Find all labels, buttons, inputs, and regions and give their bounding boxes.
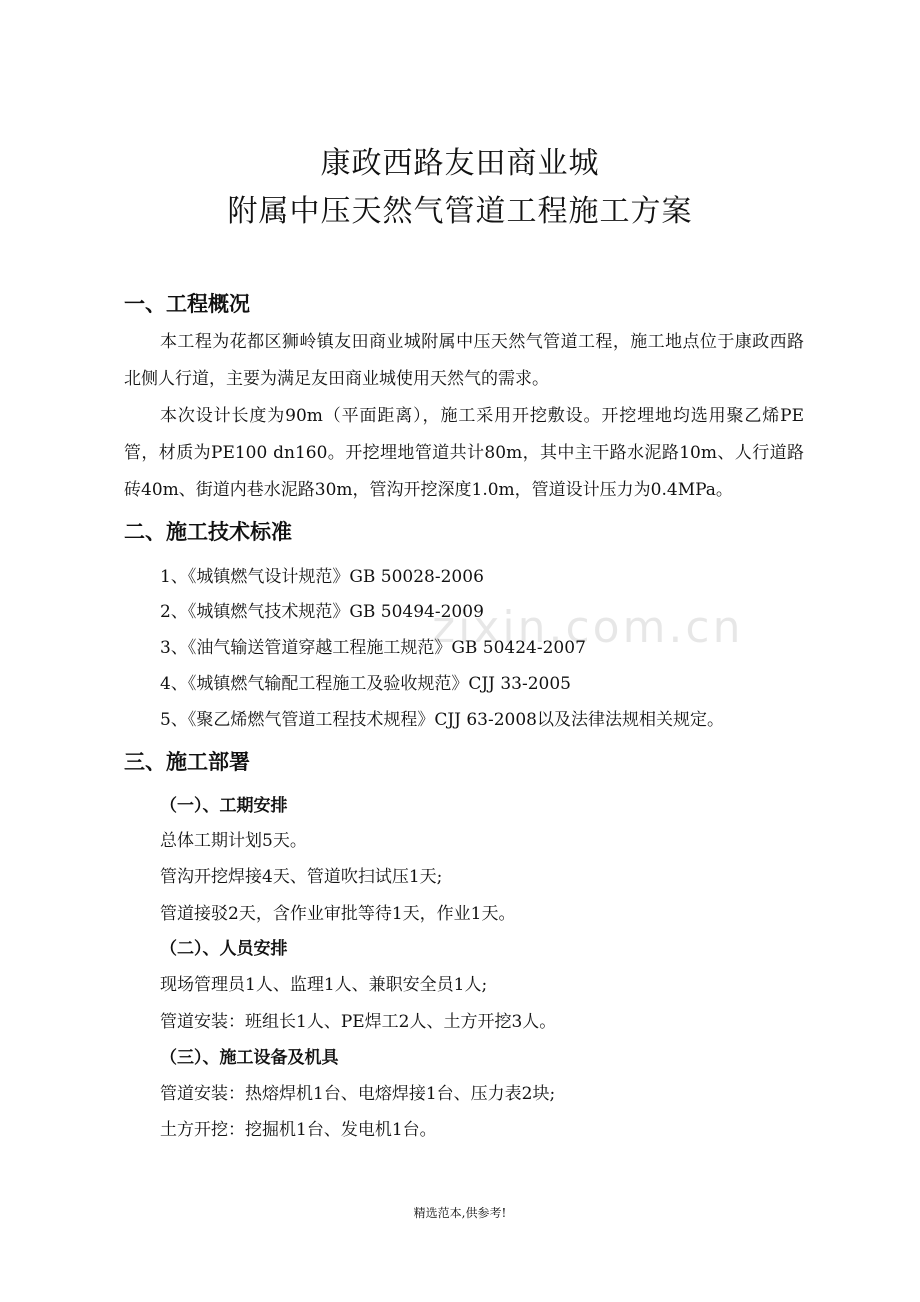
subsection-schedule-heading: （一）、工期安排 <box>160 796 288 816</box>
schedule-line-2: 管沟开挖焊接4天、管道吹扫试压1天; <box>160 867 443 887</box>
staff-line-2: 管道安装：班组长1人、PE焊工2人、土方开挖3人。 <box>160 1012 557 1032</box>
section-1-paragraph-1: 本工程为花都区狮岭镇友田商业城附属中压天然气管道工程，施工地点位于康政西路北侧人行道，主要为满足友田商业城使用天然气的需求。 <box>124 332 804 389</box>
standard-item-5: 5、《聚乙烯燃气管道工程技术规程》CJJ 63-2008以及法律法规相关规定。 <box>160 710 724 730</box>
section-1-paragraph-2: 本次设计长度为90m（平面距离），施工采用开挖敷设。开挖埋地均选用聚乙烯PE管，材质为PE100 dn160。开挖埋地管道共计80m，其中主干路水泥路10m、人行道路砖40m、街道内巷水泥路30m，管沟开挖深度1.0m，管道设计压力为0.4MPa。 <box>124 406 804 500</box>
section-1-heading: 一、工程概况 <box>124 291 250 316</box>
section-2-heading: 二、施工技术标准 <box>124 519 292 544</box>
schedule-line-1: 总体工期计划5天。 <box>160 831 307 851</box>
standard-item-2: 2、《城镇燃气技术规范》GB 50494-2009 <box>160 602 484 622</box>
schedule-line-3: 管道接驳2天，含作业审批等待1天，作业1天。 <box>160 904 516 924</box>
standard-item-3: 3、《油气输送管道穿越工程施工规范》GB 50424-2007 <box>160 638 586 658</box>
document-title-line-1: 康政西路友田商业城 <box>320 146 600 181</box>
section-3-heading: 三、施工部署 <box>124 749 250 774</box>
subsection-equipment-heading: （三）、施工设备及机具 <box>160 1048 339 1068</box>
standard-item-4: 4、《城镇燃气输配工程施工及验收规范》CJJ 33-2005 <box>160 674 571 694</box>
equipment-line-1: 管道安装：热熔焊机1台、电熔焊接1台、压力表2块; <box>160 1084 556 1104</box>
watermark: zixin.com.cn <box>432 602 744 653</box>
staff-line-1: 现场管理员1人、监理1人、兼职安全员1人; <box>160 975 488 995</box>
equipment-line-2: 土方开挖：挖掘机1台、发电机1台。 <box>160 1120 437 1140</box>
document-title-line-2: 附属中压天然气管道工程施工方案 <box>227 194 693 229</box>
page-footer: 精选范本,供参考! <box>413 1206 507 1220</box>
subsection-staff-heading: （二）、人员安排 <box>160 939 288 959</box>
standard-item-1: 1、《城镇燃气设计规范》GB 50028-2006 <box>160 567 484 587</box>
